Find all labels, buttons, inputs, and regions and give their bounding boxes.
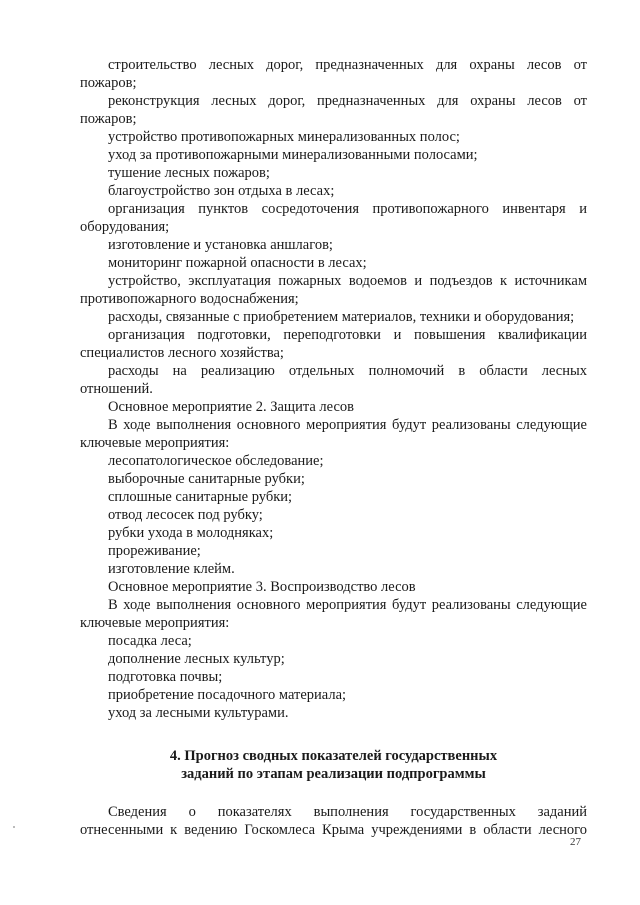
list-item: изготовление клейм. <box>108 561 235 577</box>
paragraph: расходы на реализацию отдельных полномочий в области лесных отношений. <box>80 363 587 397</box>
section-heading <box>80 747 587 783</box>
list-item: уход за лесными культурами. <box>108 705 289 721</box>
section-title: Основное мероприятие 2. Защита лесов <box>108 399 354 415</box>
paragraph: благоустройство зон отдыха в лесах; <box>108 183 335 199</box>
list-item: рубки ухода в молодняках; <box>108 525 274 541</box>
list-item: подготовка почвы; <box>108 669 223 685</box>
paragraph: тушение лесных пожаров; <box>108 165 270 181</box>
document-body <box>80 56 587 839</box>
heading-line: заданий по этапам реализации подпрограммы <box>181 766 486 782</box>
paragraph: расходы, связанные с приобретением материалов, техники и оборудования; <box>108 309 575 325</box>
list-item: прореживание; <box>108 543 201 559</box>
page-number: 27 <box>570 836 581 848</box>
list-item: выборочные санитарные рубки; <box>108 471 305 487</box>
list-item: приобретение посадочного материала; <box>108 687 347 703</box>
paragraph: мониторинг пожарной опасности в лесах; <box>108 255 367 271</box>
paragraph: уход за противопожарными минерализованными полосами; <box>108 147 478 163</box>
paragraph: В ходе выполнения основного мероприятия будут реализованы следующие ключевые мероприятия: <box>80 597 587 631</box>
paragraph: устройство противопожарных минерализованных полос; <box>108 129 460 145</box>
paragraph: изготовление и установка аншлагов; <box>108 237 333 253</box>
paragraph: реконструкция лесных дорог, предназначенных для охраны лесов от пожаров; <box>80 93 587 127</box>
paragraph: строительство лесных дорог, предназначенных для охраны лесов от пожаров; <box>80 57 587 91</box>
paragraph: организация пунктов сосредоточения противопожарного инвентаря и оборудования; <box>80 201 587 235</box>
list-item: лесопатологическое обследование; <box>108 453 324 469</box>
list-item: дополнение лесных культур; <box>108 651 285 667</box>
list-item: отвод лесосек под рубку; <box>108 507 263 523</box>
paragraph: организация подготовки, переподготовки и повышения квалификации специалистов лесного хозяйства; <box>80 327 587 361</box>
paragraph: В ходе выполнения основного мероприятия будут реализованы следующие ключевые мероприятия: <box>80 417 587 451</box>
scan-speck <box>13 826 15 828</box>
list-item: сплошные санитарные рубки; <box>108 489 293 505</box>
paragraph: отнесенными к ведению Госкомлеса Крыма учреждениями в области лесного <box>80 822 587 838</box>
section-title: Основное мероприятие 3. Воспроизводство лесов <box>108 579 416 595</box>
paragraph: устройство, эксплуатация пожарных водоемов и подъездов к источникам противопожарного водоснабжения; <box>80 273 587 307</box>
list-item: посадка леса; <box>108 633 192 649</box>
paragraph: Сведения о показателях выполнения государственных заданий <box>108 804 587 820</box>
heading-line: 4. Прогноз сводных показателей государственных <box>169 748 498 764</box>
